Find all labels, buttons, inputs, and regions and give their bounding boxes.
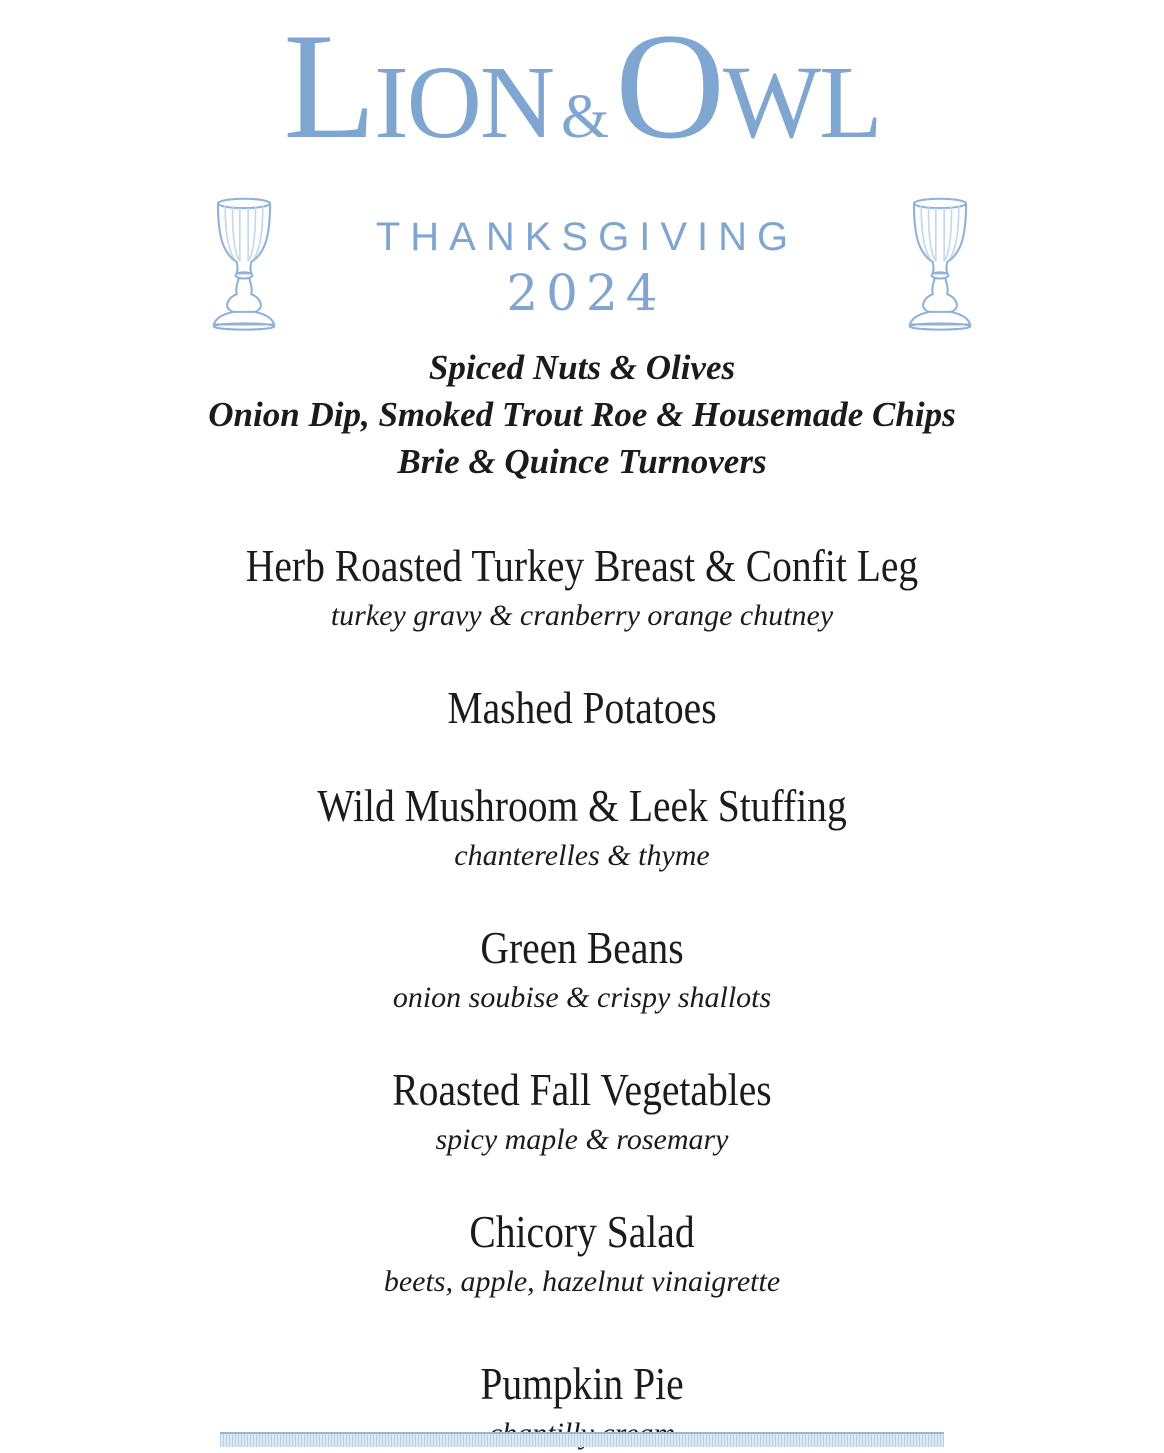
course-name: Chicory Salad (469, 1206, 695, 1257)
brand-logo (0, 0, 1164, 209)
appetizer-line: Spiced Nuts & Olives (428, 348, 736, 387)
appetizer-line: Onion Dip, Smoked Trout Roe & Housemade Chips (208, 395, 956, 434)
course-item (0, 541, 1164, 635)
course-description: chanterelles & thyme (454, 839, 710, 872)
goblet-icon (202, 193, 286, 339)
courses-section (0, 541, 1164, 1453)
course-description: spicy maple & rosemary (435, 1123, 729, 1156)
event-year: 2024 (506, 264, 666, 322)
course-name: Green Beans (480, 922, 684, 973)
goblet-icon (898, 193, 982, 339)
course-description: beets, apple, hazelnut vinaigrette (383, 1265, 781, 1298)
course-name: Wild Mushroom & Leek Stuffing (317, 780, 847, 831)
event-title: THANKSGIVING (375, 215, 799, 259)
course-name: Mashed Potatoes (447, 682, 717, 733)
course-description: turkey gravy & cranberry orange chutney (330, 599, 834, 632)
brand-initial-o: O (615, 2, 724, 170)
appetizer-line: Brie & Quince Turnovers (397, 442, 767, 481)
course-item (0, 1207, 1164, 1301)
course-item (0, 781, 1164, 875)
course-name: Herb Roasted Turkey Breast & Confit Leg (245, 540, 919, 591)
brand-initial-l: L (283, 2, 375, 170)
course-item (0, 923, 1164, 1017)
course-description: onion soubise & crispy shallots (392, 981, 772, 1014)
course-item (0, 1065, 1164, 1159)
appetizers-section (0, 344, 1164, 485)
course-item (0, 683, 1164, 733)
course-name: Roasted Fall Vegetables (392, 1064, 772, 1115)
brand-text-wl: WL (723, 45, 881, 160)
brand-ampersand: & (561, 83, 608, 151)
brand-text-ion: ION (374, 45, 553, 160)
course-name: Pumpkin Pie (480, 1358, 684, 1409)
footer-divider (220, 1432, 944, 1447)
